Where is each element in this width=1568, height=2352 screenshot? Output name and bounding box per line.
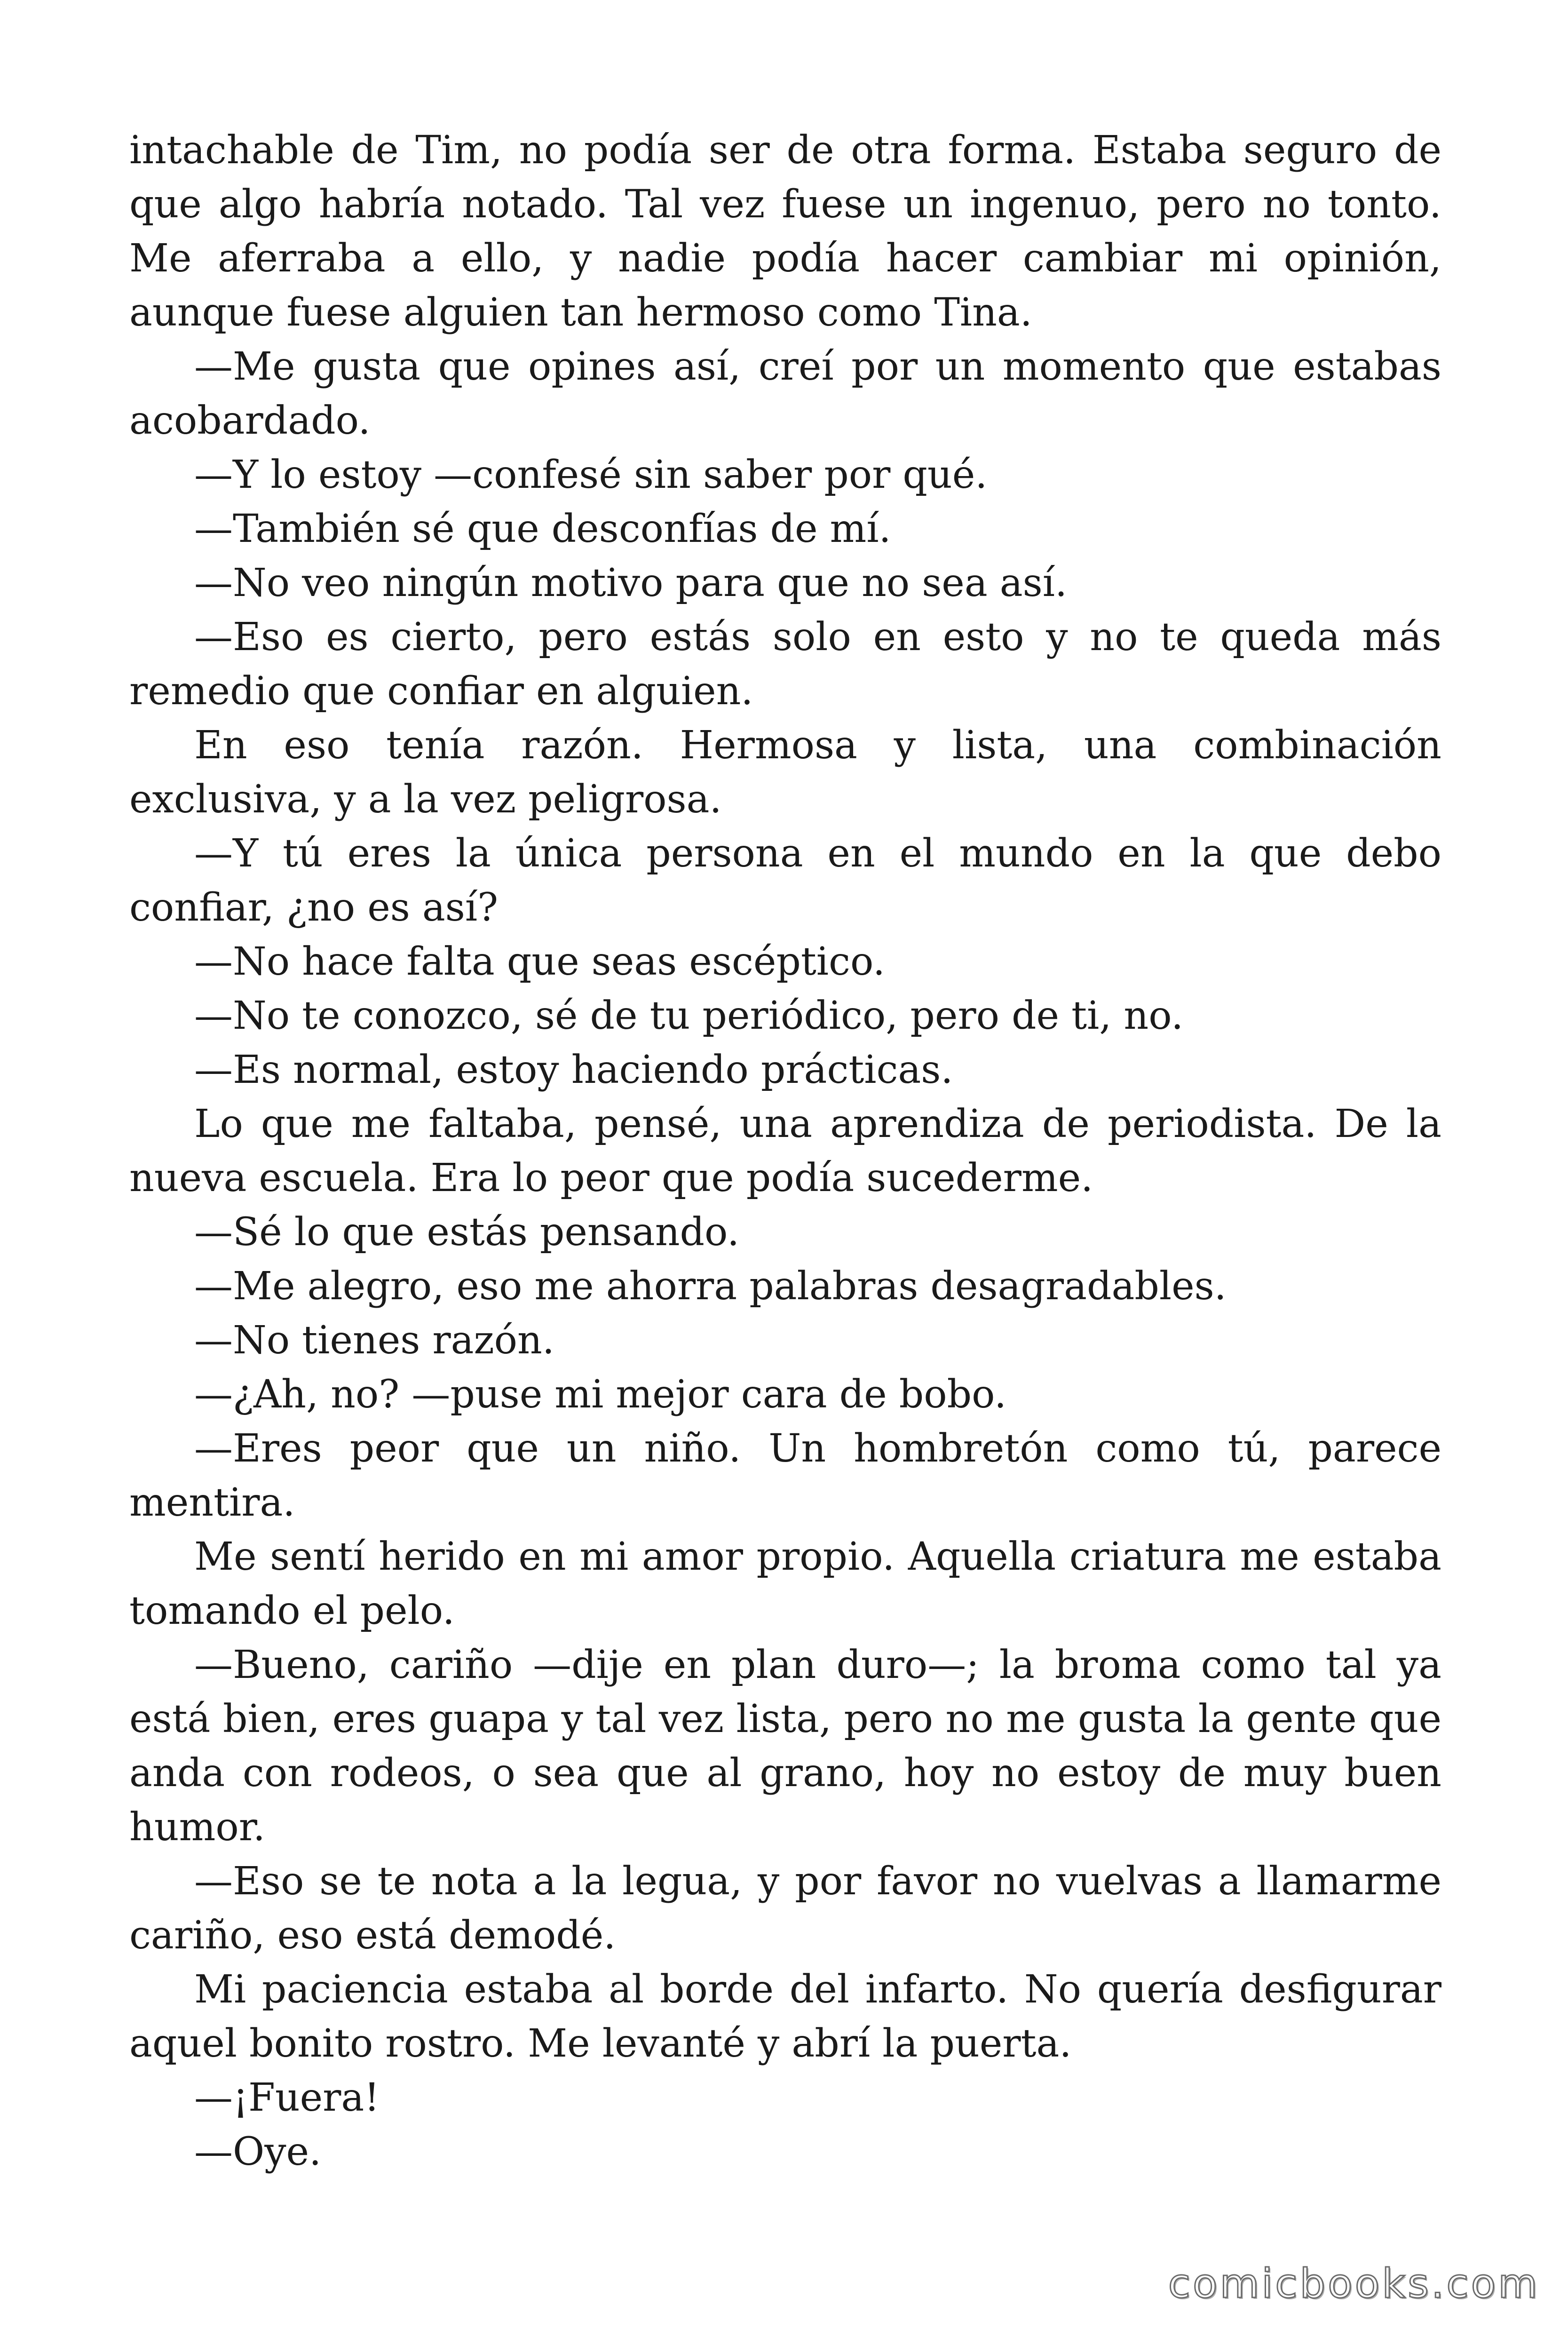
body-text bbox=[129, 123, 1441, 2179]
paragraph: —No veo ningún motivo para que no sea así. bbox=[194, 561, 1068, 605]
paragraph: —Es normal, estoy haciendo prácticas. bbox=[194, 1048, 953, 1092]
paragraph: —No hace falta que seas escéptico. bbox=[194, 939, 885, 984]
paragraph: —Oye. bbox=[194, 2130, 322, 2174]
paragraph: —Me gusta que opines así, creí por un momento que estabas acobardado. bbox=[129, 344, 1441, 443]
paragraph: —Me alegro, eso me ahorra palabras desagradables. bbox=[194, 1264, 1227, 1309]
paragraph: —¿Ah, no? —puse mi mejor cara de bobo. bbox=[194, 1372, 1007, 1417]
paragraph: —¡Fuera! bbox=[194, 2075, 380, 2120]
paragraph: —Bueno, cariño —dije en plan duro—; la broma como tal ya está bien, eres guapa y tal vez lista, pero no me gusta la gente que anda con rodeos, o sea que al grano, hoy no estoy de muy buen humor. bbox=[129, 1643, 1441, 1850]
paragraph: —También sé que desconfías de mí. bbox=[194, 507, 891, 551]
watermark-text: comicbooks.com bbox=[1168, 2260, 1540, 2307]
paragraph: Me sentí herido en mi amor propio. Aquella criatura me estaba tomando el pelo. bbox=[129, 1534, 1441, 1633]
paragraph: —No tienes razón. bbox=[194, 1318, 554, 1363]
paragraph: —Y lo estoy —confesé sin saber por qué. bbox=[194, 453, 988, 497]
paragraph: intachable de Tim, no podía ser de otra forma. Estaba seguro de que algo habría notado. Tal vez fuese un ingenuo, pero no tonto. Me aferraba a ello, y nadie podía hacer cambiar mi opinión, aunque fuese alguien tan hermoso como Tina. bbox=[129, 128, 1441, 335]
paragraph: —Sé lo que estás pensando. bbox=[194, 1210, 740, 1255]
paragraph: En eso tenía razón. Hermosa y lista, una combinación exclusiva, y a la vez peligrosa. bbox=[129, 723, 1441, 822]
paragraph: —Eres peor que un niño. Un hombretón como tú, parece mentira. bbox=[129, 1426, 1441, 1525]
paragraph: —No te conozco, sé de tu periódico, pero de ti, no. bbox=[194, 993, 1184, 1038]
paragraph: Lo que me faltaba, pensé, una aprendiza de periodista. De la nueva escuela. Era lo peor que podía sucederme. bbox=[129, 1102, 1441, 1200]
paragraph: Mi paciencia estaba al borde del infarto. No quería desfigurar aquel bonito rostro. Me levanté y abrí la puerta. bbox=[129, 1967, 1441, 2066]
paragraph: —Eso se te nota a la legua, y por favor no vuelvas a llamarme cariño, eso está demodé. bbox=[129, 1859, 1441, 1958]
paragraph: —Y tú eres la única persona en el mundo en la que debo confiar, ¿no es así? bbox=[129, 831, 1441, 930]
paragraph: —Eso es cierto, pero estás solo en esto y no te queda más remedio que confiar en alguien. bbox=[129, 615, 1441, 714]
